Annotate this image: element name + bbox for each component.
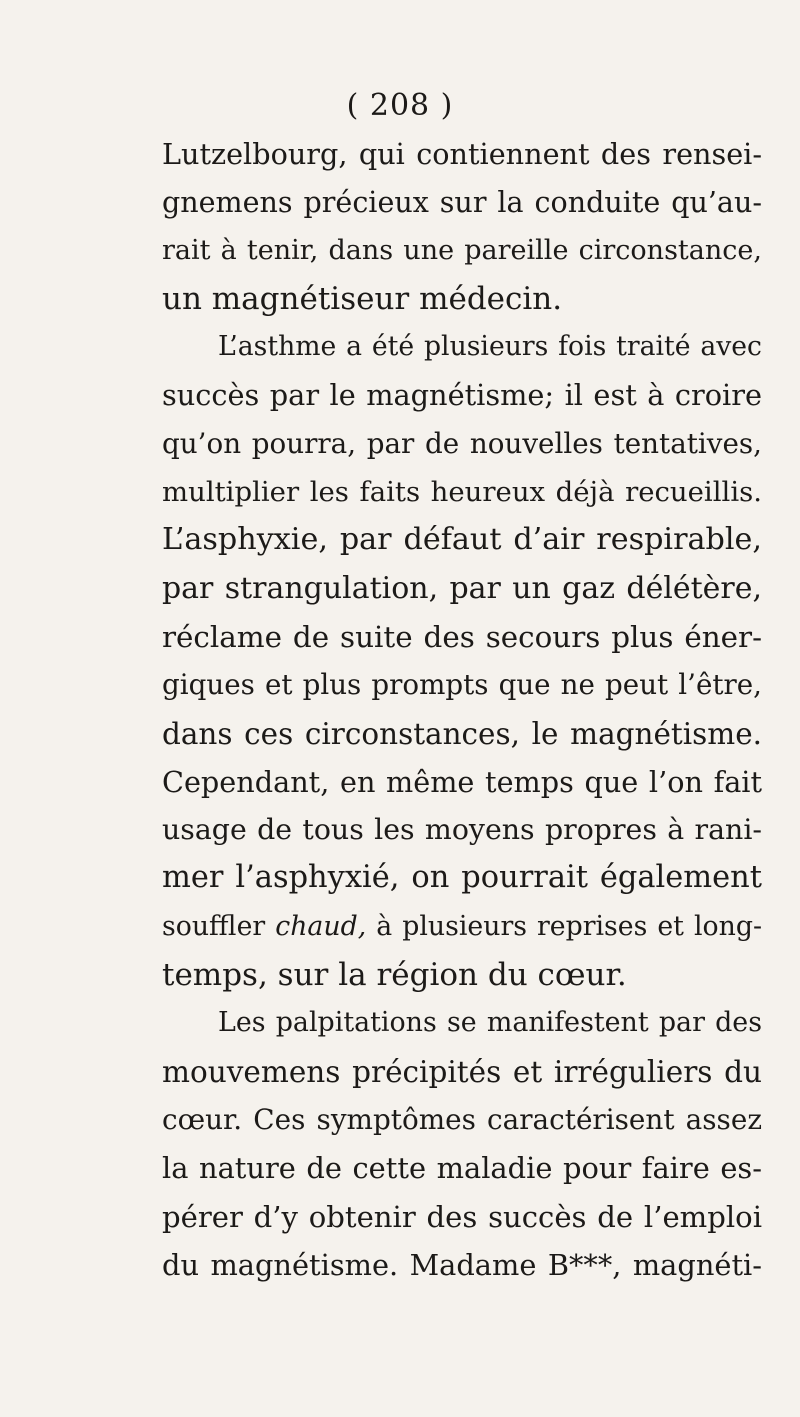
text-line: usage de tous les moyens propres à rani- [162, 813, 762, 847]
text-line: pérer d’y obtenir des succès de l’emploi [162, 1199, 762, 1234]
text-line: cœur. Ces symptômes caractérisent assez [162, 1102, 762, 1136]
text-line: giques et plus prompts que ne peut l’être, [162, 668, 762, 702]
text-line: du magnétisme. Madame B***, magnéti- [162, 1247, 762, 1282]
page-number: ( 208 ) [346, 88, 454, 123]
text-line: L’asthme a été plusieurs fois traité avec [218, 331, 762, 363]
text-line: gnemens précieux sur la conduite qu’au- [162, 185, 762, 220]
body-text [162, 130, 762, 1289]
text-line: Cependant, en même temps que l’on fait [162, 764, 762, 799]
text-line: par strangulation, par un gaz délétère, [162, 570, 762, 606]
text-line: dans ces circonstances, le magnétisme. [162, 716, 762, 751]
text-line: succès par le magnétisme; il est à croire [162, 378, 762, 413]
text-line: Les palpitations se manifestent par des [218, 1007, 762, 1039]
text-line: qu’on pourra, par de nouvelles tentatives, [162, 426, 762, 460]
text-line: multiplier les faits heureux déjà recueillis. [162, 476, 762, 509]
text-line: mouvemens précipités et irréguliers du [162, 1054, 762, 1089]
text-segment: à plusieurs reprises et long- [366, 910, 762, 942]
text-line: réclame de suite des secours plus éner- [162, 619, 762, 654]
text-segment: souffler [162, 910, 276, 942]
text-line: Lutzelbourg, qui contiennent des rensei- [162, 137, 762, 171]
italic-word: chaud, [275, 910, 367, 942]
text-line: temps, sur la région du cœur. [162, 957, 627, 994]
text-line: mer l’asphyxié, on pourrait également [162, 860, 762, 896]
text-line: L’asphyxie, par défaut d’air respirable, [162, 522, 762, 558]
text-line: la nature de cette maladie pour faire es- [162, 1151, 762, 1186]
text-line-with-italic [162, 903, 762, 951]
text-line: un magnétiseur médecin. [162, 280, 563, 317]
text-line: rait à tenir, dans une pareille circonstance, [162, 234, 762, 266]
